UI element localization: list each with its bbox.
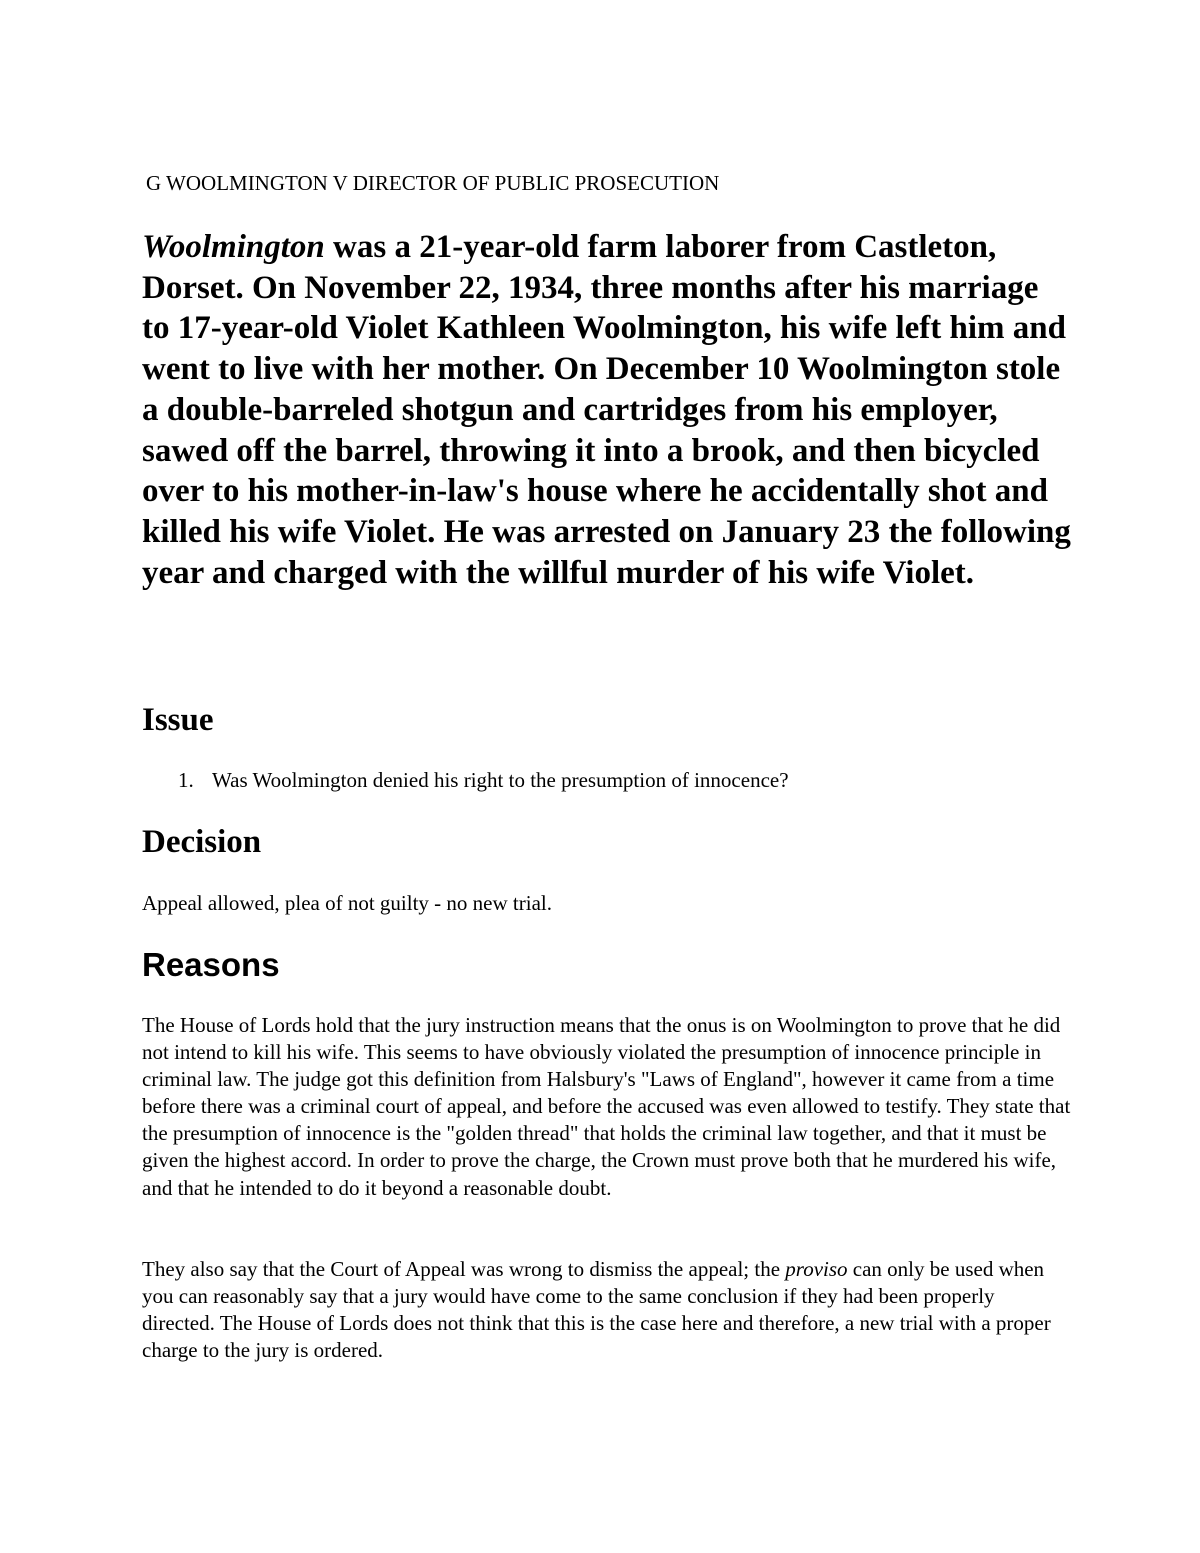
decision-heading: Decision: [142, 824, 262, 860]
case-facts-first-word: Woolmington: [142, 229, 325, 265]
reasons-paragraph-2-end: can only be used when you can reasonably say that a jury would have come to the same conclusion if they had been properly directed. The House of Lords does not think that this is the case here and therefore, a new trial with a proper charge to the jury is ordered.: [142, 1257, 1051, 1363]
proviso-term: proviso: [785, 1257, 848, 1281]
reasons-paragraph-2-start: They also say that the Court of Appeal was wrong to dismiss the appeal; the: [142, 1257, 786, 1281]
decision-text: Appeal allowed, plea of not guilty - no new trial.: [142, 891, 552, 915]
reasons-paragraph-2: [142, 1256, 1072, 1364]
case-facts-text: was a 21-year-old farm laborer from Castleton, Dorset. On November 22, 1934, three months after his marriage to 17-year-old Violet Kathleen Woolmington, his wife left him and went to live with her mother. On December 10 Woolmington stole a double-barreled shotgun and cartridges from his employer, sawed off the barrel, throwing it into a brook, and then bicycled over to his mother-in-law's house where he accidentally shot and killed his wife Violet. He was arrested on January 23 the following year and charged with the willful murder of his wife Violet.: [142, 229, 1071, 591]
reasons-paragraph-1: The House of Lords hold that the jury instruction means that the onus is on Woolmington to prove that he did not intend to kill his wife. This seems to have obviously violated the presumption of innocence principle in criminal law. The judge got this definition from Halsbury's "Laws of England", however it came from a time before there was a criminal court of appeal, and before the accused was even allowed to testify. They state that the presumption of innocence is the "golden thread" that holds the criminal law together, and that it must be given the highest accord. In order to prove the charge, the Crown must prove both that he murdered his wife, and that he intended to do it beyond a reasonable doubt.: [142, 1013, 1071, 1200]
document-title: G WOOLMINGTON V DIRECTOR OF PUBLIC PROSECUTION: [146, 171, 720, 195]
issue-heading: Issue: [142, 702, 214, 738]
issue-item-number: 1.: [178, 768, 194, 792]
issue-item-text: Was Woolmington denied his right to the presumption of innocence?: [212, 768, 789, 792]
issue-list: [142, 766, 789, 794]
case-facts: [142, 227, 1072, 593]
reasons-heading: Reasons: [142, 946, 280, 983]
issue-item: [142, 766, 789, 794]
